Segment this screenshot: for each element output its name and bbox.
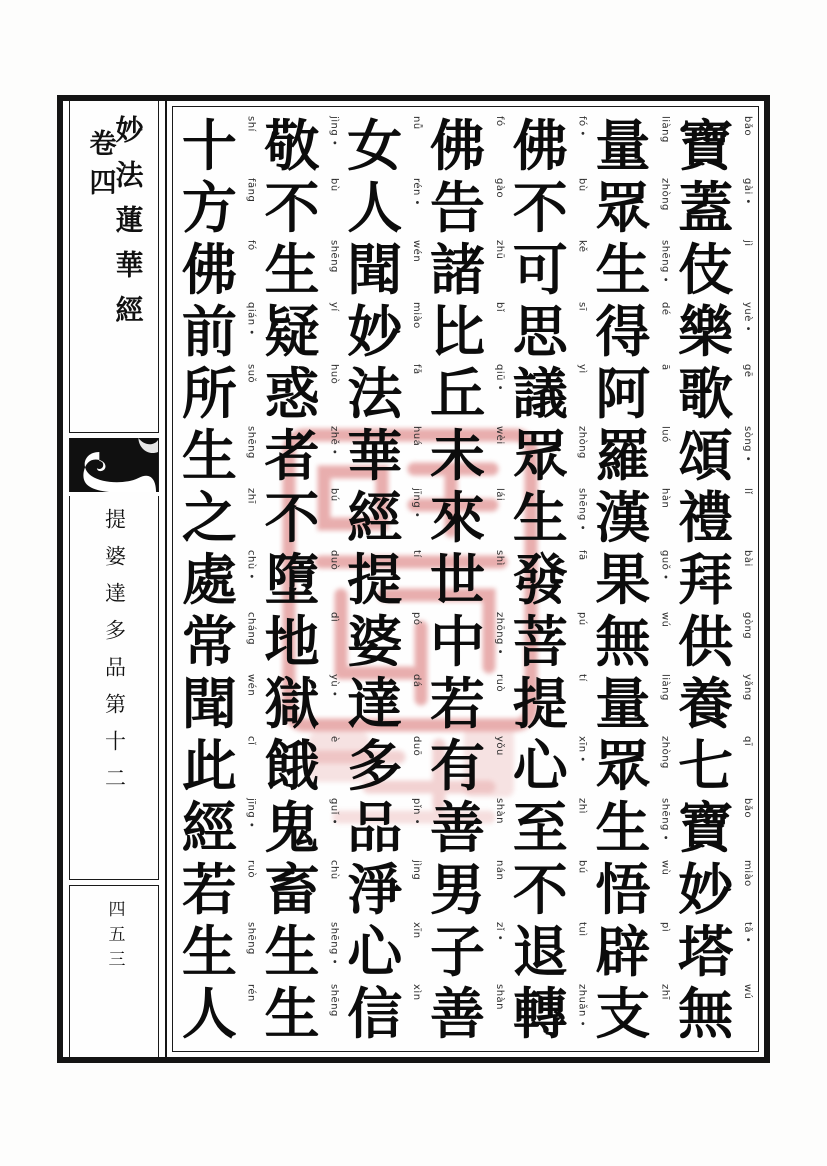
- pinyin-annotation: miào: [411, 302, 423, 329]
- pinyin-annotation: wén: [411, 240, 423, 263]
- pinyin-annotation: shēng: [245, 922, 257, 955]
- han-character: 生: [181, 918, 237, 984]
- pinyin-annotation: dá: [411, 674, 423, 688]
- pinyin-annotation: pú: [576, 612, 588, 626]
- sutra-text-area: [172, 106, 759, 1052]
- pinyin-annotation: liàng: [659, 674, 671, 701]
- han-character: 男: [429, 856, 485, 922]
- han-character: 果: [595, 546, 651, 612]
- pinyin-annotation: yì: [576, 364, 588, 374]
- pinyin-annotation: zhì: [576, 798, 588, 814]
- sutra-column-4: [424, 114, 507, 1044]
- pinyin-annotation: jìng •: [328, 116, 340, 147]
- pinyin-annotation: jīng •: [245, 798, 257, 829]
- pinyin-annotation: kě: [576, 240, 588, 253]
- pinyin-annotation: chù •: [245, 550, 257, 580]
- han-character: 丘: [429, 360, 485, 426]
- pinyin-annotation: è: [328, 736, 340, 743]
- han-character: 歌: [678, 360, 734, 426]
- pinyin-annotation: tǎ •: [742, 922, 753, 944]
- pinyin-annotation: gòng: [742, 612, 753, 640]
- han-character: 生: [595, 794, 651, 860]
- pinyin-annotation: guǐ •: [328, 798, 340, 826]
- pagenum-box: [69, 885, 159, 1057]
- pinyin-annotation: bǐ: [493, 302, 505, 313]
- han-character: 前: [181, 298, 237, 364]
- han-character: 經: [181, 794, 237, 860]
- pinyin-annotation: pó: [411, 612, 423, 626]
- han-character: 生: [512, 484, 568, 550]
- pinyin-annotation: rén: [245, 984, 257, 1002]
- pinyin-annotation: huá: [411, 426, 423, 447]
- han-character: 佛: [512, 112, 568, 178]
- han-character: 阿: [595, 360, 651, 426]
- pinyin-annotation: bú: [328, 488, 340, 502]
- han-character: 信: [347, 980, 403, 1046]
- han-character: 心: [512, 732, 568, 798]
- han-character: 婆: [347, 608, 403, 674]
- han-character: 羅: [595, 422, 651, 488]
- pinyin-annotation: fó: [493, 116, 505, 127]
- page-number: 四五三: [104, 900, 125, 975]
- pinyin-annotation: guǒ •: [659, 550, 671, 581]
- han-character: 養: [678, 670, 734, 736]
- page-frame: [57, 95, 770, 1063]
- han-character: 得: [595, 298, 651, 364]
- han-character: 地: [264, 608, 320, 674]
- pinyin-annotation: tí: [576, 674, 588, 682]
- han-character: 七: [678, 732, 734, 798]
- han-character: 方: [181, 174, 237, 240]
- pinyin-annotation: liàng: [659, 116, 671, 143]
- han-character: 世: [429, 546, 485, 612]
- pinyin-annotation: miào: [742, 860, 753, 887]
- pinyin-annotation: qiū •: [493, 364, 505, 392]
- han-character: 聞: [181, 670, 237, 736]
- pinyin-annotation: nán: [493, 860, 505, 881]
- pinyin-annotation: lǐ: [742, 488, 753, 495]
- pinyin-annotation: shēng: [328, 984, 340, 1017]
- han-character: 不: [264, 174, 320, 240]
- han-character: 善: [429, 794, 485, 860]
- han-character: 若: [181, 856, 237, 922]
- han-character: 樂: [678, 298, 734, 364]
- title-box: [69, 101, 159, 433]
- han-character: 生: [181, 422, 237, 488]
- han-character: 人: [347, 174, 403, 240]
- han-character: 人: [181, 980, 237, 1046]
- han-character: 多: [347, 732, 403, 798]
- pinyin-annotation: hàn: [659, 488, 671, 509]
- pinyin-annotation: shēng •: [328, 922, 340, 965]
- pinyin-annotation: tuì: [576, 922, 588, 937]
- pinyin-annotation: wú: [659, 612, 671, 628]
- pinyin-annotation: yǎng: [742, 674, 753, 701]
- han-character: 不: [264, 484, 320, 550]
- pinyin-annotation: zhī: [245, 488, 257, 504]
- pinyin-annotation: gào: [493, 178, 505, 199]
- han-character: 伎: [678, 236, 734, 302]
- pinyin-annotation: shēng: [245, 426, 257, 459]
- pinyin-annotation: zhū: [493, 240, 505, 260]
- han-character: 發: [512, 546, 568, 612]
- pinyin-annotation: bù: [576, 178, 588, 192]
- han-character: 者: [264, 422, 320, 488]
- han-character: 子: [429, 918, 485, 984]
- pinyin-annotation: zhuǎn •: [576, 984, 588, 1027]
- pinyin-annotation: wù: [659, 860, 671, 876]
- han-character: 提: [347, 546, 403, 612]
- han-character: 達: [347, 670, 403, 736]
- han-character: 至: [512, 794, 568, 860]
- han-character: 可: [512, 236, 568, 302]
- sutra-column-6: [259, 114, 342, 1044]
- sutra-column-7: [176, 114, 259, 1044]
- pinyin-annotation: duò: [328, 550, 340, 571]
- han-character: 生: [264, 980, 320, 1046]
- han-character: 支: [595, 980, 651, 1046]
- pinyin-annotation: shēng •: [576, 488, 588, 531]
- pinyin-annotation: rén •: [411, 178, 423, 206]
- sutra-column-3: [507, 114, 590, 1044]
- pinyin-annotation: yuè •: [742, 302, 753, 332]
- han-character: 餓: [264, 732, 320, 798]
- pinyin-annotation: gē: [742, 364, 753, 378]
- han-character: 眾: [512, 422, 568, 488]
- han-character: 善: [429, 980, 485, 1046]
- han-character: 拜: [678, 546, 734, 612]
- han-character: 經: [347, 484, 403, 550]
- pinyin-annotation: dé: [659, 302, 671, 316]
- han-character: 菩: [512, 608, 568, 674]
- han-character: 悟: [595, 856, 651, 922]
- pinyin-annotation: wèi: [493, 426, 505, 445]
- pinyin-annotation: bǎo: [742, 798, 753, 819]
- pinyin-annotation: shēng: [328, 240, 340, 273]
- pinyin-annotation: nǚ: [411, 116, 423, 130]
- han-character: 漢: [595, 484, 651, 550]
- han-character: 頌: [678, 422, 734, 488]
- pinyin-annotation: dì: [328, 612, 340, 623]
- book-title: 妙法蓮華經: [111, 115, 145, 340]
- pinyin-annotation: xìn: [411, 984, 423, 1001]
- pinyin-annotation: shēng •: [659, 240, 671, 283]
- pinyin-annotation: jì: [742, 240, 753, 247]
- han-character: 量: [595, 670, 651, 736]
- han-character: 若: [429, 670, 485, 736]
- pinyin-annotation: cháng: [245, 612, 257, 646]
- pinyin-annotation: zhòng: [659, 736, 671, 769]
- han-character: 敬: [264, 112, 320, 178]
- han-character: 諸: [429, 236, 485, 302]
- han-character: 十: [181, 112, 237, 178]
- sutra-column-1: [672, 114, 755, 1044]
- volume-label: 卷四: [84, 129, 116, 207]
- han-character: 無: [595, 608, 651, 674]
- han-character: 心: [347, 918, 403, 984]
- pinyin-annotation: ruò: [245, 860, 257, 879]
- han-character: 處: [181, 546, 237, 612]
- han-character: 寶: [678, 794, 734, 860]
- han-character: 妙: [347, 298, 403, 364]
- chapter-box: [69, 496, 159, 880]
- han-character: 有: [429, 732, 485, 798]
- pinyin-annotation: zhī: [659, 984, 671, 1000]
- pinyin-annotation: fó •: [576, 116, 588, 137]
- pinyin-annotation: huò: [328, 364, 340, 385]
- sidebar: [63, 101, 167, 1057]
- pinyin-annotation: shàn: [493, 984, 505, 1011]
- chapter-title: 提婆達多品第十二: [102, 508, 127, 804]
- pinyin-annotation: wén: [245, 674, 257, 697]
- pinyin-annotation: jìng: [411, 860, 423, 881]
- pinyin-annotation: jīng •: [411, 488, 423, 519]
- pinyin-annotation: xīn: [411, 922, 423, 939]
- han-character: 來: [429, 484, 485, 550]
- han-character: 議: [512, 360, 568, 426]
- han-character: 眾: [595, 732, 651, 798]
- han-character: 中: [429, 608, 485, 674]
- han-character: 品: [347, 794, 403, 860]
- han-character: 此: [181, 732, 237, 798]
- pinyin-annotation: fǎ: [411, 364, 423, 375]
- han-character: 比: [429, 298, 485, 364]
- pinyin-annotation: zhōng •: [493, 612, 505, 655]
- pinyin-annotation: xīn •: [576, 736, 588, 763]
- han-character: 提: [512, 670, 568, 736]
- han-character: 生: [264, 918, 320, 984]
- han-character: 佛: [429, 112, 485, 178]
- han-character: 常: [181, 608, 237, 674]
- han-character: 所: [181, 360, 237, 426]
- pinyin-annotation: luó: [659, 426, 671, 443]
- pinyin-annotation: ruò: [493, 674, 505, 693]
- pinyin-annotation: pǐn •: [411, 798, 423, 826]
- pinyin-annotation: fāng: [245, 178, 257, 203]
- pinyin-annotation: shí: [245, 116, 257, 132]
- han-character: 法: [347, 360, 403, 426]
- pinyin-annotation: shàn: [493, 798, 505, 825]
- han-character: 思: [512, 298, 568, 364]
- pinyin-annotation: bǎo: [742, 116, 753, 137]
- pinyin-annotation: yǒu: [493, 736, 505, 756]
- han-character: 女: [347, 112, 403, 178]
- pinyin-annotation: fā: [576, 550, 588, 561]
- pinyin-annotation: wú: [742, 984, 753, 1000]
- pinyin-annotation: sòng •: [742, 426, 753, 463]
- pinyin-annotation: chù: [328, 860, 340, 880]
- han-character: 不: [512, 856, 568, 922]
- sutra-column-2: [590, 114, 673, 1044]
- han-character: 佛: [181, 236, 237, 302]
- han-character: 退: [512, 918, 568, 984]
- han-character: 眾: [595, 174, 651, 240]
- han-character: 禮: [678, 484, 734, 550]
- han-character: 告: [429, 174, 485, 240]
- han-character: 轉: [512, 980, 568, 1046]
- han-character: 無: [678, 980, 734, 1046]
- pinyin-annotation: bú: [576, 860, 588, 874]
- han-character: 供: [678, 608, 734, 674]
- han-character: 聞: [347, 236, 403, 302]
- pinyin-annotation: yù •: [328, 674, 340, 698]
- pinyin-annotation: suǒ: [245, 364, 257, 384]
- pinyin-annotation: zhòng: [576, 426, 588, 459]
- pinyin-annotation: sī: [576, 302, 588, 311]
- pinyin-annotation: pì: [659, 922, 671, 933]
- cloud-swirl-icon: [69, 438, 159, 492]
- pinyin-annotation: shì: [493, 550, 505, 566]
- han-character: 惑: [264, 360, 320, 426]
- pinyin-annotation: yí: [328, 302, 340, 312]
- pinyin-annotation: fó: [245, 240, 257, 251]
- han-character: 獄: [264, 670, 320, 736]
- pinyin-annotation: cǐ: [245, 736, 257, 746]
- pinyin-annotation: shēng •: [659, 798, 671, 841]
- pinyin-annotation: bù: [328, 178, 340, 192]
- han-character: 淨: [347, 856, 403, 922]
- han-character: 畜: [264, 856, 320, 922]
- pinyin-annotation: qián •: [245, 302, 257, 336]
- han-character: 疑: [264, 298, 320, 364]
- pinyin-annotation: zhě •: [328, 426, 340, 456]
- han-character: 未: [429, 422, 485, 488]
- han-character: 塔: [678, 918, 734, 984]
- han-character: 量: [595, 112, 651, 178]
- pinyin-annotation: zǐ •: [493, 922, 505, 942]
- sutra-column-5: [341, 114, 424, 1044]
- pinyin-annotation: zhòng: [659, 178, 671, 211]
- pinyin-annotation: tí: [411, 550, 423, 558]
- han-character: 華: [347, 422, 403, 488]
- han-character: 妙: [678, 856, 734, 922]
- han-character: 墮: [264, 546, 320, 612]
- han-character: 之: [181, 484, 237, 550]
- han-character: 辟: [595, 918, 651, 984]
- han-character: 鬼: [264, 794, 320, 860]
- pinyin-annotation: duō: [411, 736, 423, 757]
- pinyin-annotation: lái: [493, 488, 505, 502]
- han-character: 蓋: [678, 174, 734, 240]
- pinyin-annotation: gài •: [742, 178, 753, 205]
- han-character: 生: [595, 236, 651, 302]
- han-character: 生: [264, 236, 320, 302]
- pinyin-annotation: bài: [742, 550, 753, 567]
- han-character: 不: [512, 174, 568, 240]
- han-character: 寶: [678, 112, 734, 178]
- pinyin-annotation: ā: [659, 364, 671, 371]
- pinyin-annotation: qī: [742, 736, 753, 747]
